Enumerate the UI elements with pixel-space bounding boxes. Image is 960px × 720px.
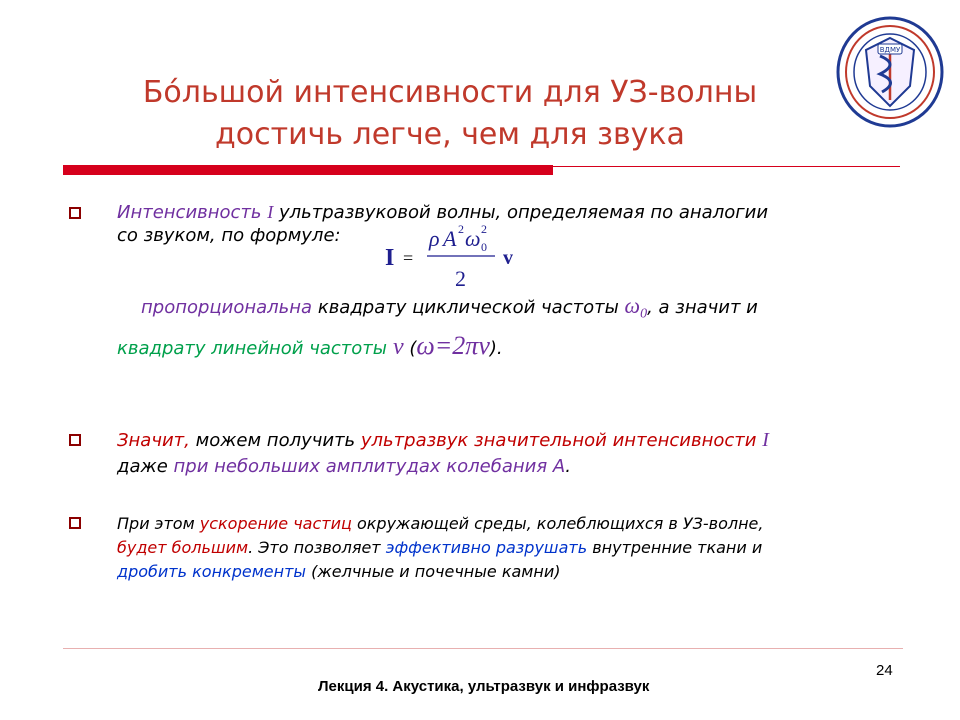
footer-divider [63,648,903,649]
formula-A: A [443,226,457,251]
formula-omega-sup: 2 [481,222,487,236]
formula-A-sup: 2 [458,222,464,236]
title-line-2: достичь легче, чем для звука [215,117,685,152]
title-underline-bar [63,165,553,175]
title-line-1: Бóльшой интенсивности для УЗ-волны [142,75,758,110]
bullet1-line4: квадрату линейной частоты v (ω=2πv). [117,331,503,360]
bullet1-line1: Интенсивность I ультразвуковой волны, определяемая по аналогии [117,202,769,223]
bullet3-line1: При этом ускорение частиц окружающей среды, колеблющихся в УЗ-волне, [117,514,764,533]
bullet-square-icon [69,517,81,529]
bullet1-line2: со звуком, по формуле: [117,225,341,246]
lecture-footer: Лекция 4. Акустика, ультразвук и инфразвук [318,678,650,695]
formula-rho: ρ [429,226,440,251]
bullet2-line2: даже при небольших амплитудах колебания А. [117,456,571,477]
bullet-square-icon [69,434,81,446]
bullet1-line3: пропорциональна квадрату циклической частоты $\omega_0$, а значит и [141,293,758,322]
bullet3-line3: дробить конкременты (желчные и почечные камни) [117,562,561,581]
formula-eq: = [403,248,414,268]
formula-lhs: I [385,245,395,271]
bullet-square-icon [69,207,81,219]
formula-v: v [503,247,513,269]
page-number: 24 [876,662,893,679]
formula-den: 2 [455,266,466,291]
academy-logo [834,16,946,128]
logo-badge: ВДМУ [879,46,901,54]
bullet2-line1: Значит, можем получить ультразвук значительной интенсивности I [117,429,769,451]
bullet3-line2: будет большим. Это позволяет эффективно разрушать внутренние ткани и [117,538,763,557]
formula-omega: ω [465,226,481,251]
formula-omega-sub: 0 [481,240,487,254]
title-underline-thin [553,166,900,167]
intensity-formula [385,222,525,296]
slide-title [60,72,840,156]
